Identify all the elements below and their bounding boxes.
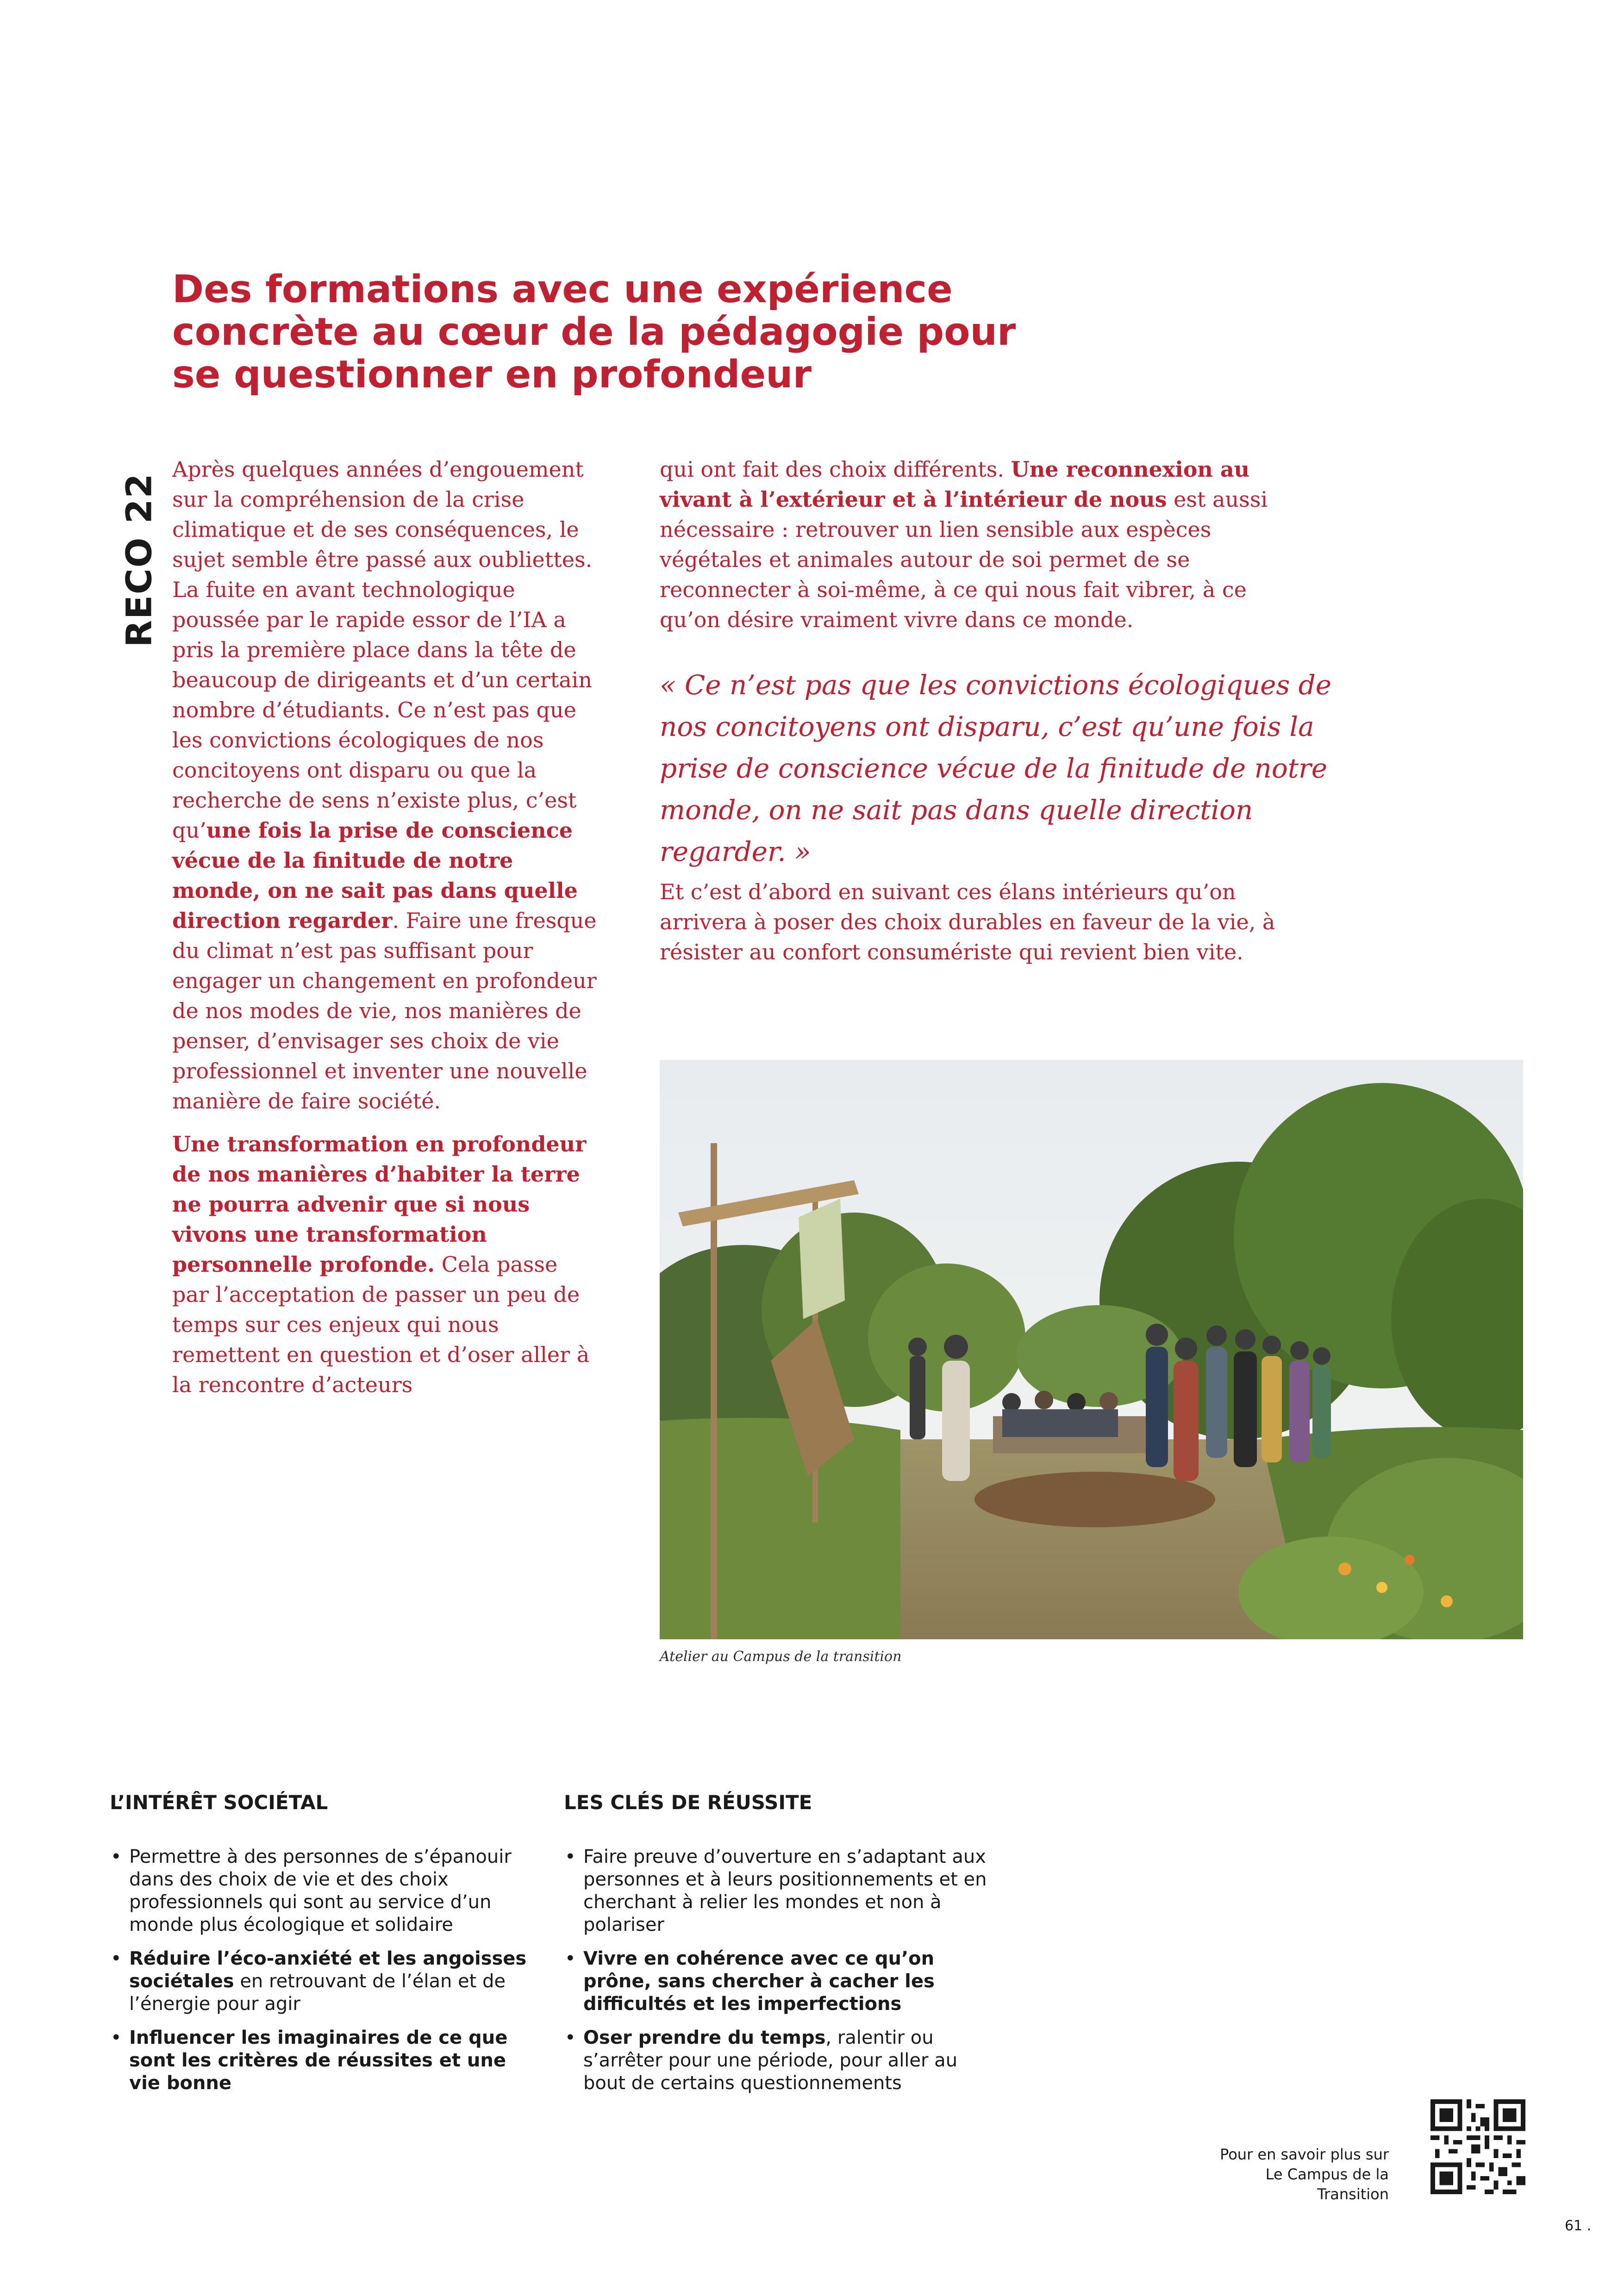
cles-item-3-bold: Oser prendre du temps [583,2027,826,2048]
col1-p1-text-end: . Faire une fresque du climat n’est pas suffisant pour engager un changement en profondeur de nos modes de vie, nos manières de penser, d’envisager ses choix de vie professionnel et inventer une nouvelle manière de faire société. [172,908,597,1114]
col1-p2-bold: Une transformation en profondeur de nos manières d’habiter la terre ne pourra advenir que si nous vivons une transformation personnelle profonde. [172,1132,587,1277]
interet-item-3 [110,2027,536,2095]
more-info-line-3: Transition [1317,2185,1389,2203]
col2-p1-bold: Une reconnexion au vivant à l’extérieur et à l’intérieur de nous [660,457,1250,512]
page-title [172,268,1098,396]
col1-paragraph-2 [172,1129,598,1400]
closing-paragraph: Et c’est d’abord en suivant ces élans intérieurs qu’on arrivera à poser des choix durables en faveur de la vie, à résister au confort consumériste qui revient bien vite. [660,879,1275,964]
col2-p1-text-end: est aussi nécessaire : retrouver un lien sensible aux espèces végétales et animales autour de soi permet de se reconnecter à soi-même, à ce qui nous fait vibrer, à ce qu’on désire vraiment vivre dans ce monde. [660,487,1268,632]
cles-heading: LES CLÉS DE RÉUSSITE [564,1791,812,1814]
body-column-2 [660,454,1275,648]
cles-list [564,1846,990,2106]
more-info-line-1: Pour en savoir plus sur [1220,2146,1389,2163]
col1-p2-text: Cela passe par l’acceptation de passer un peu de temps sur ces enjeux qui nous remettent en question et d’oser aller à la rencontre d’acteurs [172,1252,590,1397]
col2-paragraph-1 [660,454,1275,635]
interet-heading: L’INTÉRÊT SOCIÉTAL [110,1791,328,1814]
interet-item-2-bold: Réduire l’éco-anxiété et les angoisses sociétales [129,1948,527,1992]
photo-caption: Atelier au Campus de la transition [660,1649,902,1665]
body-column-1 [172,454,598,1413]
interet-item-3-bold: Influencer les imaginaires de ce que sont les critères de réussites et une vie bonne [129,2027,508,2094]
interet-item-2-text: en retrouvant de l’élan et de l’énergie pour agir [129,1971,506,2015]
cles-item-2 [564,1948,990,2016]
title-line-1: Des formations avec une expérience [172,268,953,311]
more-info [1148,2145,1389,2204]
reco-label [116,463,162,657]
qr-code-icon[interactable] [1430,2099,1525,2194]
col2-p1-text: qui ont fait des choix différents. [660,457,1011,482]
cles-item-1-text: Faire preuve d’ouverture en s’adaptant aux personnes et à leurs positionnements et en cherchant à relier les mondes et non à polariser [583,1846,987,1935]
page-number: 61 . [1565,2218,1592,2234]
more-info-line-2: Le Campus de la [1265,2165,1389,2183]
interet-item-2 [110,1948,536,2016]
title-line-3: se questionner en profondeur [172,353,812,397]
col1-p1-bold: une fois la prise de conscience vécue de la finitude de notre monde, on ne sait pas dans quelle direction regarder [172,818,578,933]
col1-p1-text: Après quelques années d’engouement sur la compréhension de la crise climatique et de ses conséquences, le sujet semble être passé aux oubliettes. La fuite en avant technologique poussée par le rapide essor de l’IA a pris la première place dans la tête de beaucoup de dirigeants et d’un certain nombre d’étudiants. Ce n’est pas que les convictions écologiques de nos concitoyens ont disparu ou que la recherche de sens n’existe plus, c’est qu’ [172,457,593,843]
title-line-2: concrète au cœur de la pédagogie pour [172,310,1016,354]
interet-item-1 [110,1846,536,1936]
interet-list [110,1846,536,2106]
cles-item-3 [564,2027,990,2095]
pull-quote: « Ce n’est pas que les convictions écologiques de nos concitoyens ont disparu, c’est qu’une fois la prise de conscience vécue de la finitude de notre monde, on ne sait pas dans quelle direction regarder. » [660,669,1332,867]
cles-item-1 [564,1846,990,1936]
reco-label-text: RECO 22 [118,473,160,647]
cles-item-3-text: , ralentir ou s’arrêter pour une période, pour aller au bout de certains questionnements [583,2027,958,2094]
col1-paragraph-1 [172,454,598,1116]
workshop-photo [660,1060,1523,1639]
interet-item-1-text: Permettre à des personnes de s’épanouir dans des choix de vie et des choix professionnels qui sont au service d’un monde plus écologique et solidaire [129,1846,512,1935]
cles-item-2-bold: Vivre en cohérence avec ce qu’on prône, sans chercher à cacher les difficultés et les imperfections [583,1948,935,2015]
